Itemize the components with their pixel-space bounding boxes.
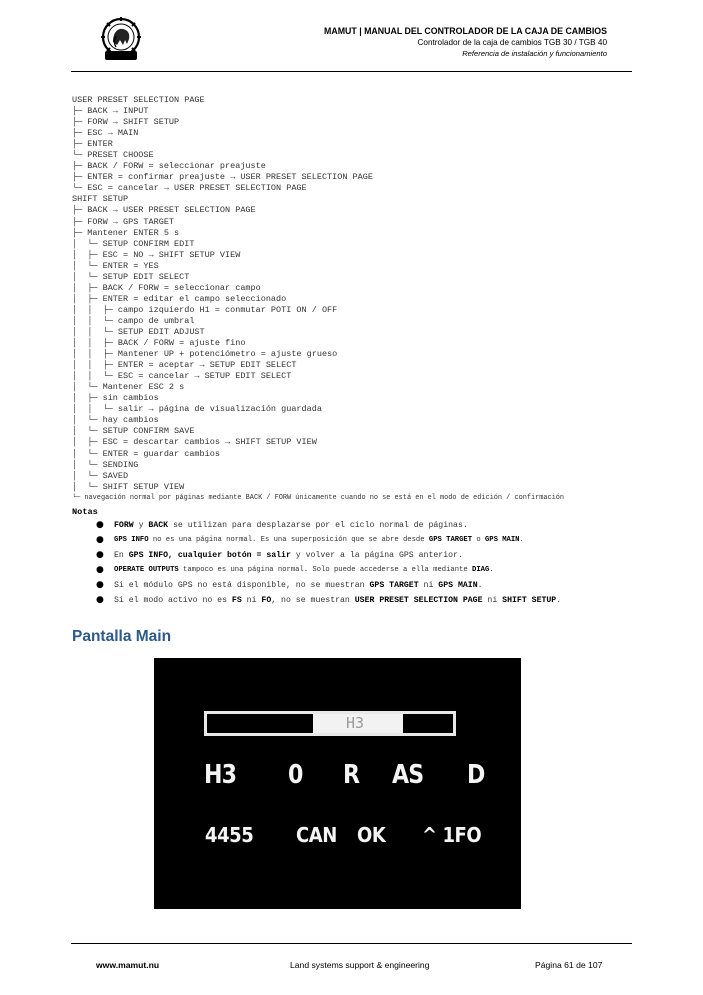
tree-line: SHIFT SETUP	[72, 194, 129, 205]
display-bar-label: H3	[345, 714, 365, 732]
tree-line: └─ ESC = cancelar → USER PRESET SELECTION PAGE	[72, 183, 307, 194]
tree-line: ├─ BACK → USER PRESET SELECTION PAGE	[72, 205, 256, 216]
note-keyword: SHIFT SETUP	[502, 596, 557, 605]
header-title: MAMUT | MANUAL DEL CONTROLADOR DE LA CAJA DE CAMBIOS	[324, 26, 607, 36]
tree-line: │ ├─ sin cambios	[72, 393, 159, 404]
note-text: En	[114, 551, 129, 560]
tree-line: │ └─ SAVED	[72, 470, 129, 481]
tree-line: │ │ └─ campo de umbral	[72, 315, 195, 326]
bullet-icon: ●	[96, 595, 104, 605]
note-text: .	[556, 596, 562, 605]
tree-line: └─ navegación normal por páginas mediante BACK / FORW únicamente cuando no se está en el modo de edición / confirmación	[72, 493, 565, 502]
note-keyword: GPS INFO	[114, 536, 149, 544]
tree-line: ├─ BACK → INPUT	[72, 106, 149, 117]
tree-line: │ └─ SETUP CONFIRM EDIT	[72, 238, 195, 249]
tree-line: │ └─ Mantener ESC 2 s	[72, 382, 185, 393]
tree-line: ├─ ENTER	[72, 139, 113, 150]
note-keyword: FS	[231, 596, 242, 605]
display-can-status: OK	[357, 823, 386, 847]
note-text: ni	[241, 596, 262, 605]
note-text: y volver a la página GPS anterior.	[290, 551, 463, 560]
company-logo	[96, 16, 146, 62]
tree-line: │ └─ SHIFT SETUP VIEW	[72, 481, 185, 492]
footer-website: www.mamut.nu	[96, 960, 160, 970]
section-title: Pantalla Main	[72, 628, 172, 645]
bullet-icon: ●	[96, 520, 104, 530]
note-text: ni	[418, 581, 439, 590]
note-text: Si el modo activo no es	[114, 596, 232, 605]
note-text: y	[133, 521, 149, 530]
footer-divider	[71, 943, 632, 944]
header-divider	[71, 71, 632, 72]
tree-line: ├─ FORW → GPS TARGET	[72, 216, 175, 227]
footer-tagline: Land systems support & engineering	[290, 960, 430, 970]
note-item	[96, 595, 631, 606]
note-text: .	[489, 566, 494, 574]
note-keyword: GPS TARGET	[428, 536, 473, 544]
display-gear: 0	[288, 760, 303, 790]
note-item	[96, 520, 631, 531]
tree-line: │ │ └─ ESC = cancelar → SETUP EDIT SELECT	[72, 371, 292, 382]
tree-line: ├─ ENTER = confirmar preajuste → USER PRESET SELECTION PAGE	[72, 172, 373, 183]
note-keyword: BACK	[148, 521, 169, 530]
note-text: .	[519, 536, 524, 544]
note-keyword: GPS MAIN	[484, 536, 520, 544]
note-keyword: OPERATE OUTPUTS	[114, 566, 179, 574]
display-gear-range: H3	[204, 760, 237, 790]
note-text: se utilizan para desplazarse por el ciclo normal de páginas.	[168, 521, 468, 530]
header-reference: Referencia de instalación y funcionamiento	[462, 49, 607, 58]
tree-line: │ └─ ENTER = YES	[72, 260, 159, 271]
tree-line: │ │ ├─ campo izquierdo H1 = conmutar POTI ON / OFF	[72, 304, 338, 315]
note-text: .	[477, 581, 483, 590]
tree-line: │ └─ SETUP CONFIRM SAVE	[72, 426, 195, 437]
display-can-label: CAN	[296, 823, 337, 847]
footer-page-number: Página 61 de 107	[535, 960, 603, 970]
bullet-icon: ●	[96, 580, 104, 590]
tree-line: ├─ ESC → MAIN	[72, 128, 139, 139]
header-subtitle: Controlador de la caja de cambios TGB 30 / TGB 40	[417, 38, 607, 47]
note-keyword: GPS TARGET	[369, 581, 419, 590]
note-item	[96, 565, 631, 576]
tree-line: │ │ └─ SETUP EDIT ADJUST	[72, 326, 205, 337]
bullet-icon: ●	[96, 550, 104, 560]
tree-line: │ │ ├─ BACK / FORW = ajuste fino	[72, 338, 246, 349]
tree-line: │ └─ hay cambios	[72, 415, 159, 426]
tree-line: │ └─ ENTER = guardar cambios	[72, 448, 220, 459]
display-rpm: 4455	[205, 823, 254, 847]
tree-line: │ │ ├─ Mantener UP + potenciómetro = ajuste grueso	[72, 349, 338, 360]
display-mode: AS	[392, 760, 424, 790]
bullet-icon: ●	[96, 535, 104, 545]
note-item	[96, 550, 631, 561]
bullet-icon: ●	[96, 565, 104, 575]
note-text: , no se muestran	[271, 596, 355, 605]
tree-line: │ ├─ ESC = descartar cambios → SHIFT SETUP VIEW	[72, 437, 317, 448]
note-keyword: FO	[261, 596, 272, 605]
note-keyword: USER PRESET SELECTION PAGE	[354, 596, 483, 605]
tree-line: ├─ FORW → SHIFT SETUP	[72, 117, 180, 128]
note-item	[96, 580, 631, 591]
tree-line: │ └─ SENDING	[72, 459, 139, 470]
notes-list	[96, 520, 631, 610]
page-header	[324, 26, 607, 59]
note-text: o	[472, 536, 485, 544]
navigation-tree	[72, 95, 652, 504]
note-text: no es una página normal. Es una superposición que se abre desde	[148, 536, 429, 544]
note-text: ni	[482, 596, 503, 605]
note-text: tampoco es una página normal. Solo puede accederse a ella mediante	[178, 566, 473, 574]
display-preset: ^ 1FO	[422, 823, 482, 847]
note-item	[96, 535, 631, 546]
note-keyword: GPS INFO, cualquier botón = salir	[128, 551, 291, 560]
tree-line: │ ├─ BACK / FORW = seleccionar campo	[72, 282, 261, 293]
tree-line: ├─ Mantener ENTER 5 s	[72, 227, 180, 238]
display-direction: R	[343, 760, 360, 790]
note-text: Si el módulo GPS no está disponible, no se muestran	[114, 581, 370, 590]
note-keyword: GPS MAIN	[438, 581, 478, 590]
tree-line: │ │ └─ salir → página de visualización guardada	[72, 404, 322, 415]
note-keyword: FORW	[114, 521, 134, 530]
tree-line: └─ PRESET CHOOSE	[72, 150, 154, 161]
display-drive: D	[467, 760, 485, 790]
tree-line: │ └─ SETUP EDIT SELECT	[72, 271, 190, 282]
tree-line: ├─ BACK / FORW = seleccionar preajuste	[72, 161, 266, 172]
notes-title: Notas	[72, 507, 98, 517]
tree-line: │ │ ├─ ENTER = aceptar → SETUP EDIT SELECT	[72, 360, 297, 371]
main-screen-photo	[154, 658, 521, 909]
note-keyword: DIAG	[472, 566, 490, 574]
tree-line: USER PRESET SELECTION PAGE	[72, 95, 205, 105]
tree-line: │ ├─ ENTER = editar el campo seleccionado	[72, 293, 287, 304]
tree-line: │ ├─ ESC = NO → SHIFT SETUP VIEW	[72, 249, 241, 260]
